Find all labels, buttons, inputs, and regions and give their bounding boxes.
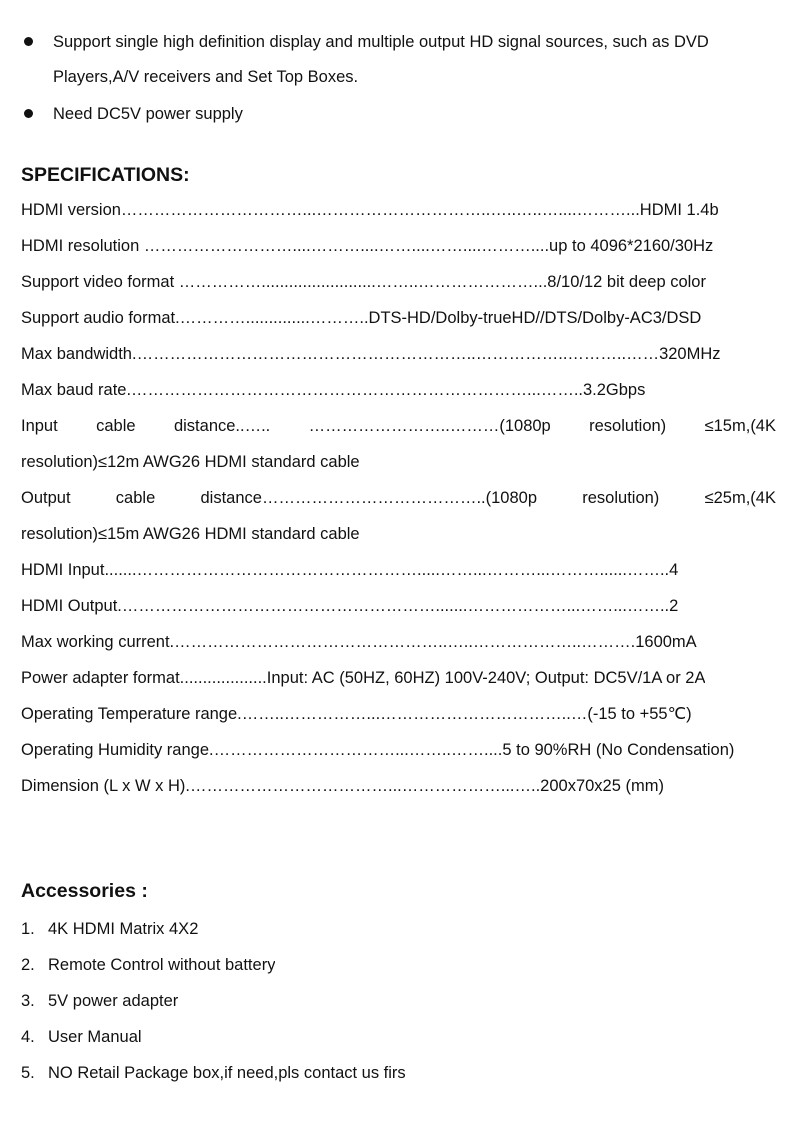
accessories-heading: Accessories : [21, 880, 148, 902]
spec-input-cable-distance-cont: resolution)≤12m AWG26 HDMI standard cable [21, 453, 360, 471]
spec-output-cable-distance: Output cable distance…………………………………..(1080p resolution) ≤25m,(4K [21, 489, 776, 507]
spec-input-cable-distance: Input cable distance..….. ……………………..………(1080p resolution) ≤15m,(4K [21, 417, 776, 435]
spec-hdmi-resolution: HDMI resolution ………………………....………....……....……....………....up to 4096*2160/30Hz [21, 237, 714, 255]
list-item: 4. User Manual [21, 1028, 142, 1046]
spec-max-working-current: Max working current.…………………………………………..…..………………..……….1600mA [21, 633, 697, 651]
spec-hdmi-output: HDMI Output.………………………………………………….......………………...……...……..2 [21, 597, 679, 615]
list-item: 1. 4K HDMI Matrix 4X2 [21, 920, 199, 938]
spec-dimension: Dimension (L x W x H).………………………………...………………...…..200x70x25 (mm) [21, 777, 664, 795]
spec-output-cable-distance-cont: resolution)≤15m AWG26 HDMI standard cable [21, 525, 360, 543]
list-item: 2. Remote Control without battery [21, 956, 276, 974]
spec-audio-format: Support audio format.…………..............………..DTS-HD/Dolby-trueHD//DTS/Dolby-AC3/DSD [21, 309, 702, 327]
bullet-icon [24, 109, 33, 118]
spec-max-bandwidth: Max bandwidth.……………………………………………………..……………..………..……320MHz [21, 345, 721, 363]
spec-video-format: Support video format …………….........................……..…………………...8/10/12 bit deep color [21, 273, 706, 291]
spec-operating-humidity: Operating Humidity range.……………………………...……..……....5 to 90%RH (No Condensation) [21, 741, 735, 759]
list-item: 5. NO Retail Package box,if need,pls contact us firs [21, 1064, 406, 1082]
spec-hdmi-version: HDMI version……………………………...…………………………..…..…..…....………...HDMI 1.4b [21, 201, 719, 219]
list-item: 3. 5V power adapter [21, 992, 179, 1010]
spec-hdmi-input: HDMI Input.......…………………………………………….....……...………...………......……..4 [21, 561, 679, 579]
feature-line-cont: Players,A/V receivers and Set Top Boxes. [53, 68, 359, 86]
specifications-heading: SPECIFICATIONS: [21, 164, 190, 186]
spec-max-baud-rate: Max baud rate.………………………………………………………………...……..3.2Gbps [21, 381, 646, 399]
spec-operating-temperature: Operating Temperature range.……..……………...……………………………..…(-15 to +55℃) [21, 705, 692, 723]
bullet-icon [24, 37, 33, 46]
feature-line: Support single high definition display and multiple output HD signal sources, such as DVD [53, 33, 709, 51]
spec-power-adapter: Power adapter format...................Input: AC (50HZ, 60HZ) 100V-240V; Output: DC5V/1A or 2A [21, 669, 706, 687]
feature-line: Need DC5V power supply [53, 105, 243, 123]
